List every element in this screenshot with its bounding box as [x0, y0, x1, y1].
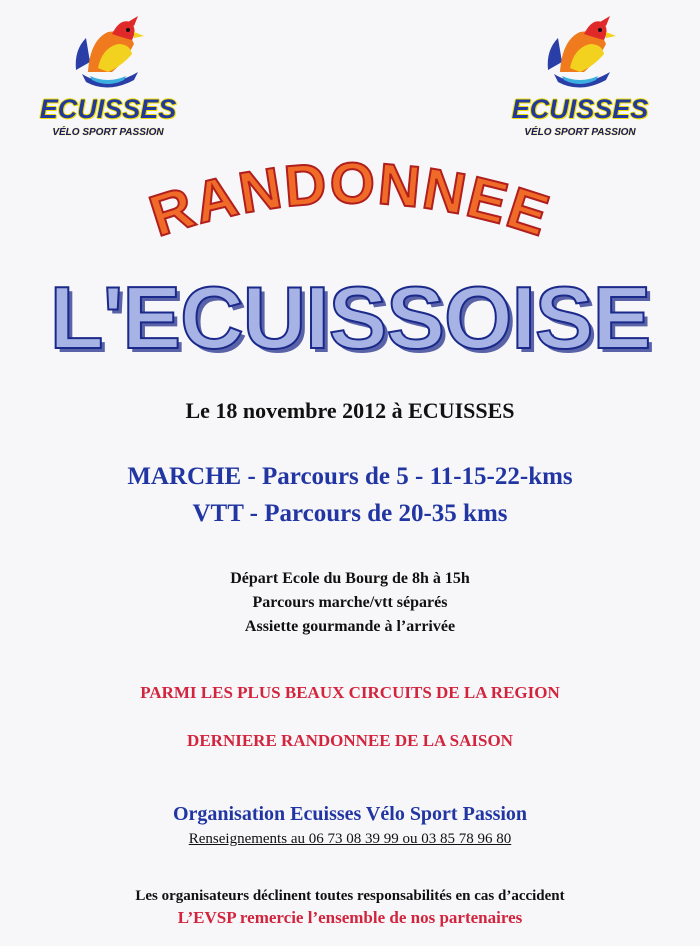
logo-subtitle: VÉLO SPORT PASSION	[52, 127, 164, 138]
highlight-last-ride: DERNIERE RANDONNEE DE LA SAISON	[187, 731, 513, 750]
svg-text:RANDONNEE	[142, 160, 558, 249]
thanks-partners: L’EVSP remercie l’ensemble de nos partenaires	[177, 908, 523, 927]
event-title: L'ECUISSOISE	[49, 268, 651, 367]
club-logo-left	[28, 10, 188, 145]
detail-food: Assiette gourmande à l’arrivée	[244, 618, 456, 635]
contact-phones: Renseignements au 06 73 08 39 99 ou 03 85 78 96 80	[188, 831, 512, 847]
detail-routes: Parcours marche/vtt séparés	[252, 594, 448, 611]
randonnee-title	[100, 160, 600, 260]
highlight-circuits: PARMI LES PLUS BEAUX CIRCUITS DE LA REGION	[140, 683, 560, 702]
logo-name: ECUISSES	[511, 94, 649, 124]
club-logo-right	[500, 10, 660, 145]
logo-subtitle: VÉLO SPORT PASSION	[524, 127, 636, 138]
randonnee-text: RANDONNEE	[142, 160, 558, 250]
disclaimer: Les organisateurs déclinent toutes responsabilités en cas d’accident	[135, 888, 565, 904]
detail-start: Départ Ecole du Bourg de 8h à 15h	[230, 570, 470, 587]
organisation-label: Organisation Ecuisses Vélo Sport Passion	[172, 803, 528, 825]
marche-routes: MARCHE - Parcours de 5 - 11-15-22-kms	[127, 463, 573, 490]
logo-name: ECUISSES	[39, 94, 177, 124]
event-date: Le 18 novembre 2012 à ECUISSES	[185, 398, 515, 423]
rooster-icon	[68, 10, 148, 92]
vtt-routes: VTT - Parcours de 20-35 kms	[192, 500, 508, 527]
rooster-icon	[540, 10, 620, 92]
